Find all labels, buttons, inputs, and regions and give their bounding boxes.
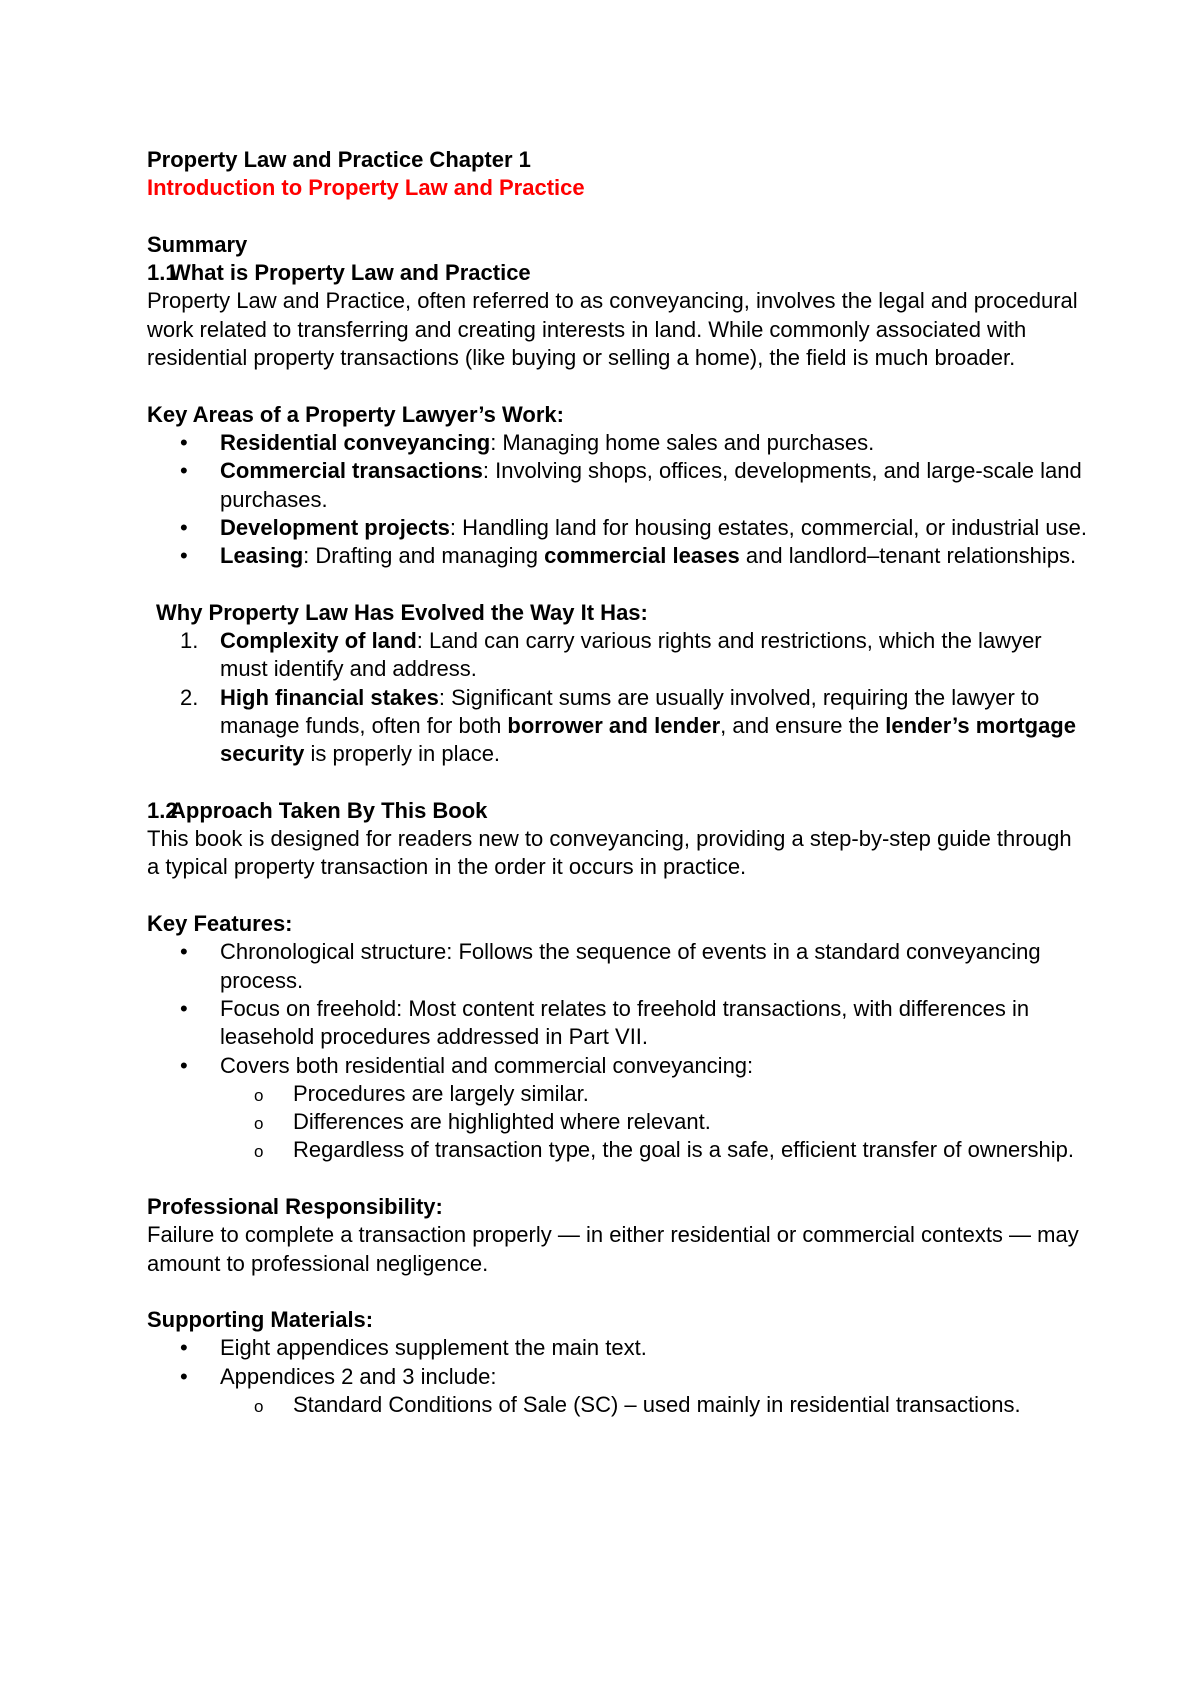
- document-subtitle: Introduction to Property Law and Practice: [147, 175, 585, 201]
- section-title: Approach Taken By This Book: [170, 797, 488, 823]
- sub-list-item: o Standard Conditions of Sale (SC) – used mainly in residential transactions.: [147, 1391, 1087, 1419]
- list-item: • Leasing: Drafting and managing commercial leases and landlord–tenant relationships.: [147, 542, 1087, 570]
- sub-bullet-icon: o: [254, 1114, 264, 1134]
- responsibility-heading: Professional Responsibility:: [147, 1193, 443, 1219]
- list-number: 1.: [180, 628, 199, 654]
- section-title: What is Property Law and Practice: [170, 260, 531, 286]
- list-item: • Eight appendices supplement the main text.: [147, 1334, 1087, 1362]
- bullet-icon: •: [180, 1052, 188, 1078]
- responsibility-body: Failure to complete a transaction properly — in either residential or commercial contexts — may amount to professional negligence.: [147, 1222, 1079, 1276]
- key-features-heading: Key Features:: [147, 911, 293, 937]
- summary-heading: Summary: [147, 231, 248, 257]
- bullet-icon: •: [180, 1335, 188, 1361]
- section-number: 1.2: [147, 797, 178, 823]
- key-areas-heading: Key Areas of a Property Lawyer’s Work:: [147, 401, 564, 427]
- sub-list-item: o Procedures are largely similar.: [147, 1080, 1087, 1108]
- document-title: Property Law and Practice Chapter 1: [147, 147, 531, 172]
- list-item: • Development projects: Handling land for housing estates, commercial, or industrial use.: [147, 514, 1087, 542]
- list-item: • Residential conveyancing: Managing home sales and purchases.: [147, 429, 1087, 457]
- list-number: 2.: [180, 684, 199, 710]
- bullet-icon: •: [180, 995, 188, 1021]
- list-item: 2. High financial stakes: Significant sums are usually involved, requiring the lawyer to manage funds, often for both borrower and lender, and ensure the lender’s mortgage security is properly in place.: [180, 684, 1076, 767]
- sub-bullet-icon: o: [254, 1142, 264, 1162]
- why-heading: Why Property Law Has Evolved the Way It Has:: [156, 599, 648, 625]
- list-item: • Focus on freehold: Most content relates to freehold transactions, with differences in leasehold procedures addressed in Part VII.: [180, 995, 1030, 1050]
- key-areas-list: [147, 429, 1087, 570]
- list-item: 1. Complexity of land: Land can carry various rights and restrictions, which the lawyer must identify and address.: [180, 628, 1042, 682]
- document-content: [147, 146, 1087, 1419]
- supporting-list: [147, 1334, 1087, 1419]
- list-item: • Commercial transactions: Involving shops, offices, developments, and large-scale land purchases.: [180, 458, 1082, 512]
- section-1-1-heading: [147, 259, 1087, 287]
- list-item: • Covers both residential and commercial conveyancing:: [147, 1052, 1087, 1080]
- sub-list-item: o Regardless of transaction type, the goal is a safe, efficient transfer of ownership.: [147, 1136, 1087, 1164]
- section-1-2-body: This book is designed for readers new to conveyancing, providing a step-by-step guide through a typical property transaction in the order it occurs in practice.: [147, 826, 1072, 880]
- key-features-list: [147, 938, 1087, 1164]
- section-1-2-heading: [147, 797, 1087, 825]
- bullet-icon: •: [180, 543, 188, 569]
- bullet-icon: •: [180, 514, 188, 540]
- why-list: [147, 627, 1087, 768]
- section-number: 1.1: [147, 260, 178, 286]
- sub-list-item: o Differences are highlighted where relevant.: [147, 1108, 1087, 1136]
- bullet-icon: •: [180, 939, 188, 965]
- sub-bullet-icon: o: [254, 1397, 264, 1417]
- bullet-icon: •: [180, 429, 188, 455]
- list-item: • Appendices 2 and 3 include:: [147, 1363, 1087, 1391]
- bullet-icon: •: [180, 458, 188, 484]
- sub-bullet-icon: o: [254, 1085, 264, 1105]
- bullet-icon: •: [180, 1363, 188, 1389]
- supporting-heading: Supporting Materials:: [147, 1307, 374, 1333]
- list-item: • Chronological structure: Follows the sequence of events in a standard conveyancing process.: [180, 939, 1041, 993]
- section-1-1-body: Property Law and Practice, often referred to as conveyancing, involves the legal and procedural work related to transferring and creating interests in land. While commonly associated with residential property transactions (like buying or selling a home), the field is much broader.: [147, 288, 1078, 371]
